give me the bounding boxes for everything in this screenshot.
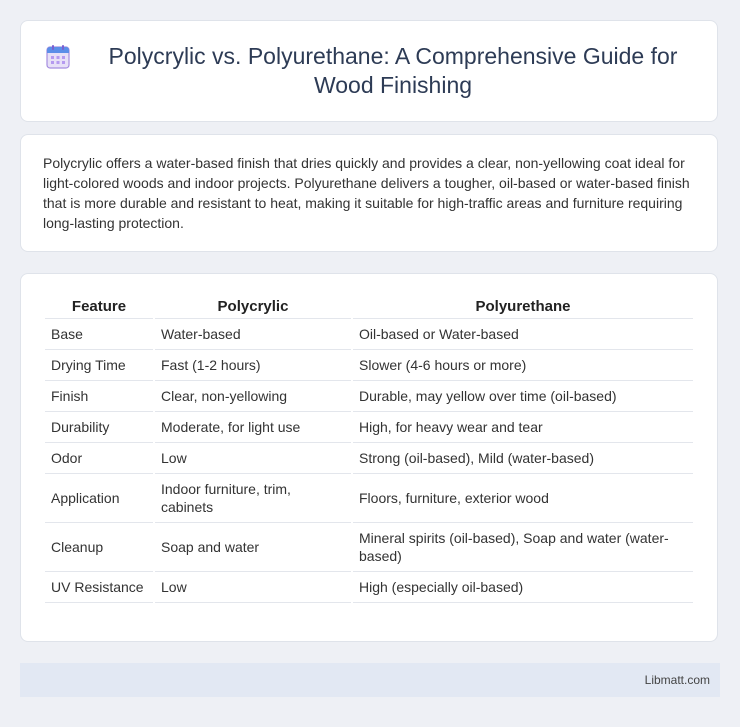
summary-card: [20, 134, 718, 252]
summary-text: Polycrylic offers a water-based finish that dries quickly and provides a clear, non-yellowing coat ideal for light-colored woods and indoor projects. Polyurethane delivers a tougher, oil-based or water-based finish that is more durable and resistant to heat, making it suitable for high-traffic areas and furniture requiring long-lasting protection.: [43, 155, 690, 231]
feature-cell: Durability: [45, 411, 153, 442]
page-title: Polycrylic vs. Polyurethane: A Comprehensive Guide for Wood Finishing: [108, 43, 678, 98]
polycrylic-cell: Fast (1-2 hours): [155, 349, 351, 380]
table-row: [45, 380, 693, 411]
polycrylic-cell: Moderate, for light use: [155, 411, 351, 442]
polyurethane-cell: Mineral spirits (oil-based), Soap and water (water-based): [353, 522, 693, 571]
polyurethane-cell: Durable, may yellow over time (oil-based): [353, 380, 693, 411]
polyurethane-cell: Slower (4-6 hours or more): [353, 349, 693, 380]
polyurethane-cell: Floors, furniture, exterior wood: [353, 473, 693, 522]
table-row: [45, 522, 693, 571]
feature-cell: Finish: [45, 380, 153, 411]
comparison-table: [43, 292, 695, 603]
polyurethane-cell: Strong (oil-based), Mild (water-based): [353, 442, 693, 473]
polycrylic-cell: Clear, non-yellowing: [155, 380, 351, 411]
footer-bar: [20, 663, 720, 697]
feature-cell: UV Resistance: [45, 571, 153, 603]
polycrylic-cell: Indoor furniture, trim, cabinets: [155, 473, 351, 522]
table-row: [45, 473, 693, 522]
table-row: [45, 349, 693, 380]
table-header-row: [45, 292, 693, 318]
header-polycrylic: Polycrylic: [217, 298, 289, 315]
polyurethane-cell: High, for heavy wear and tear: [353, 411, 693, 442]
feature-cell: Base: [45, 318, 153, 349]
polyurethane-cell: Oil-based or Water-based: [353, 318, 693, 349]
table-row: [45, 442, 693, 473]
polycrylic-cell: Low: [155, 571, 351, 603]
title-wrap: [25, 42, 713, 100]
header-polyurethane: Polyurethane: [475, 298, 571, 315]
feature-cell: Drying Time: [45, 349, 153, 380]
feature-cell: Cleanup: [45, 522, 153, 571]
polycrylic-cell: Water-based: [155, 318, 351, 349]
polycrylic-cell: Low: [155, 442, 351, 473]
polycrylic-cell: Soap and water: [155, 522, 351, 571]
table-row: [45, 571, 693, 603]
title-card: [20, 20, 718, 122]
footer-site-link[interactable]: Libmatt.com: [644, 673, 710, 687]
polyurethane-cell: High (especially oil-based): [353, 571, 693, 603]
table-row: [45, 411, 693, 442]
feature-cell: Application: [45, 473, 153, 522]
calendar-icon: [45, 44, 71, 70]
feature-cell: Odor: [45, 442, 153, 473]
header-feature: Feature: [71, 298, 127, 315]
table-row: [45, 318, 693, 349]
comparison-table-card: [20, 273, 718, 642]
